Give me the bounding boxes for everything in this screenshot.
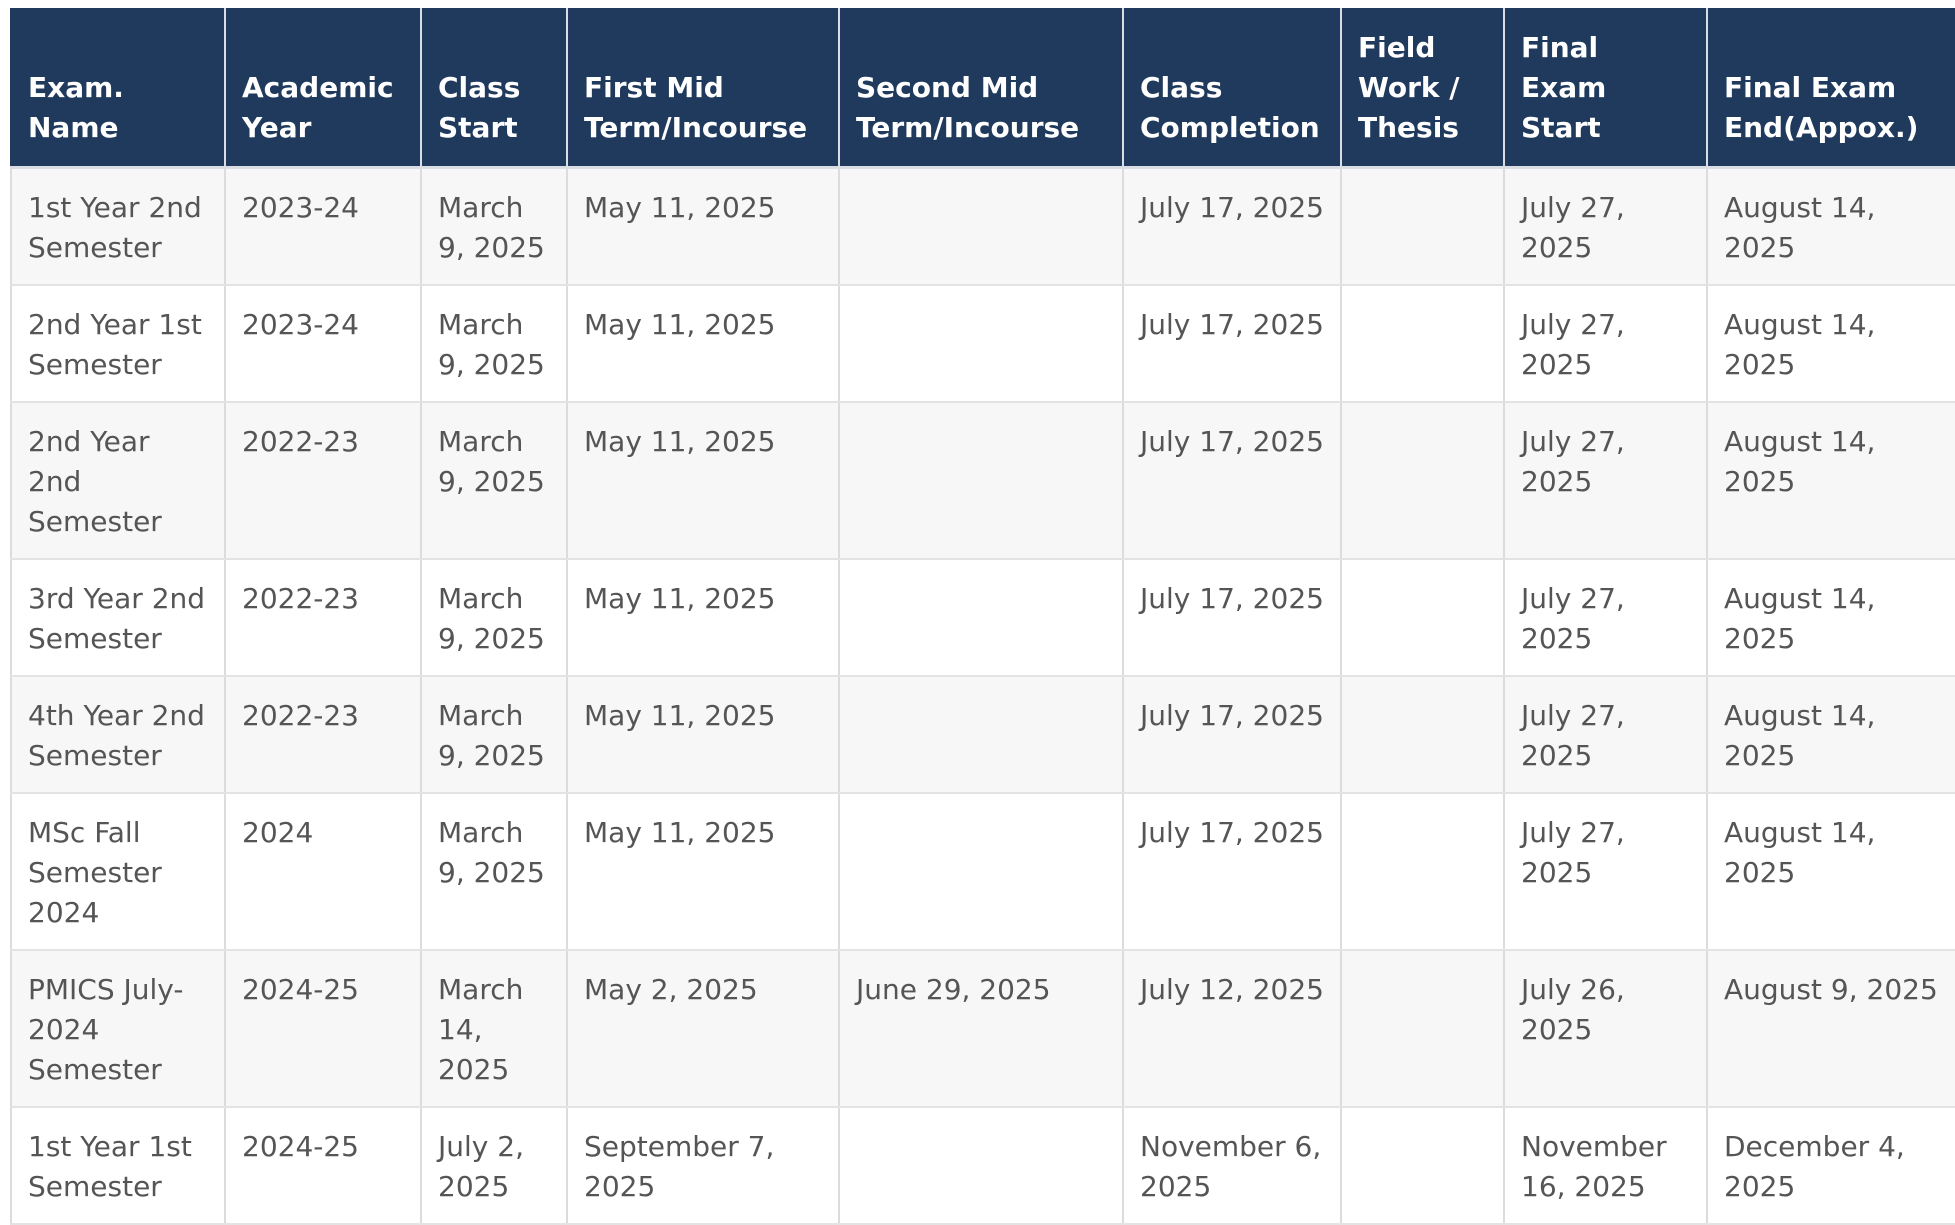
- cell-second-mid-term: [839, 793, 1123, 950]
- cell-final-exam-start: July 27, 2025: [1504, 559, 1707, 676]
- cell-final-exam-start: July 27, 2025: [1504, 168, 1707, 286]
- cell-academic-year: 2024: [225, 793, 421, 950]
- table-row: [11, 168, 1955, 286]
- header-exam-name: Exam. Name: [11, 8, 225, 168]
- cell-class-completion: July 17, 2025: [1123, 676, 1341, 793]
- table-row: [11, 676, 1955, 793]
- cell-final-exam-end: August 14, 2025: [1707, 793, 1955, 950]
- cell-field-work-thesis: [1341, 168, 1504, 286]
- table-row: [11, 559, 1955, 676]
- cell-exam-name: 1st Year 1st Semester: [11, 1107, 225, 1224]
- header-second-mid-term: Second Mid Term/Incourse: [839, 8, 1123, 168]
- cell-class-start: March 9, 2025: [421, 793, 567, 950]
- cell-class-start: July 2, 2025: [421, 1107, 567, 1224]
- cell-final-exam-end: August 14, 2025: [1707, 559, 1955, 676]
- cell-first-mid-term: September 7, 2025: [567, 1107, 839, 1224]
- cell-class-start: March 9, 2025: [421, 402, 567, 559]
- cell-final-exam-end: August 14, 2025: [1707, 676, 1955, 793]
- cell-final-exam-end: August 14, 2025: [1707, 285, 1955, 402]
- cell-final-exam-end: August 14, 2025: [1707, 402, 1955, 559]
- cell-class-completion: July 17, 2025: [1123, 285, 1341, 402]
- cell-class-completion: July 17, 2025: [1123, 168, 1341, 286]
- cell-exam-name: 2nd Year 1st Semester: [11, 285, 225, 402]
- header-class-completion: Class Completion: [1123, 8, 1341, 168]
- cell-exam-name: 3rd Year 2nd Semester: [11, 559, 225, 676]
- cell-first-mid-term: May 11, 2025: [567, 559, 839, 676]
- cell-class-start: March 9, 2025: [421, 285, 567, 402]
- cell-exam-name: 2nd Year 2nd Semester: [11, 402, 225, 559]
- cell-second-mid-term: [839, 402, 1123, 559]
- cell-exam-name: PMICS July-2024 Semester: [11, 950, 225, 1107]
- header-final-exam-end: Final Exam End(Appox.): [1707, 8, 1955, 168]
- cell-final-exam-start: July 26, 2025: [1504, 950, 1707, 1107]
- cell-class-start: March 9, 2025: [421, 676, 567, 793]
- cell-final-exam-start: July 27, 2025: [1504, 793, 1707, 950]
- cell-second-mid-term: [839, 1107, 1123, 1224]
- cell-first-mid-term: May 11, 2025: [567, 168, 839, 286]
- cell-academic-year: 2024-25: [225, 1107, 421, 1224]
- cell-field-work-thesis: [1341, 676, 1504, 793]
- cell-field-work-thesis: [1341, 559, 1504, 676]
- cell-final-exam-end: August 14, 2025: [1707, 168, 1955, 286]
- table-row: [11, 793, 1955, 950]
- cell-final-exam-start: July 27, 2025: [1504, 676, 1707, 793]
- cell-exam-name: MSc Fall Semester 2024: [11, 793, 225, 950]
- cell-class-start: March 9, 2025: [421, 168, 567, 286]
- cell-field-work-thesis: [1341, 1107, 1504, 1224]
- table-header-row: [11, 8, 1955, 168]
- cell-second-mid-term: June 29, 2025: [839, 950, 1123, 1107]
- table-row: [11, 285, 1955, 402]
- cell-final-exam-start: July 27, 2025: [1504, 402, 1707, 559]
- exam-schedule-table: [10, 8, 1955, 1225]
- cell-exam-name: 4th Year 2nd Semester: [11, 676, 225, 793]
- cell-class-completion: July 17, 2025: [1123, 402, 1341, 559]
- header-field-work-thesis: Field Work / Thesis: [1341, 8, 1504, 168]
- header-class-start: Class Start: [421, 8, 567, 168]
- cell-first-mid-term: May 11, 2025: [567, 676, 839, 793]
- table-row: [11, 950, 1955, 1107]
- cell-field-work-thesis: [1341, 285, 1504, 402]
- cell-academic-year: 2022-23: [225, 559, 421, 676]
- cell-exam-name: 1st Year 2nd Semester: [11, 168, 225, 286]
- cell-class-completion: November 6, 2025: [1123, 1107, 1341, 1224]
- cell-second-mid-term: [839, 285, 1123, 402]
- cell-first-mid-term: May 11, 2025: [567, 285, 839, 402]
- cell-academic-year: 2023-24: [225, 168, 421, 286]
- table-row: [11, 402, 1955, 559]
- cell-second-mid-term: [839, 168, 1123, 286]
- cell-academic-year: 2024-25: [225, 950, 421, 1107]
- cell-field-work-thesis: [1341, 793, 1504, 950]
- header-first-mid-term: First Mid Term/Incourse: [567, 8, 839, 168]
- cell-first-mid-term: May 2, 2025: [567, 950, 839, 1107]
- cell-field-work-thesis: [1341, 402, 1504, 559]
- cell-first-mid-term: May 11, 2025: [567, 402, 839, 559]
- cell-academic-year: 2022-23: [225, 402, 421, 559]
- cell-final-exam-end: August 9, 2025: [1707, 950, 1955, 1107]
- header-final-exam-start: Final Exam Start: [1504, 8, 1707, 168]
- cell-class-completion: July 12, 2025: [1123, 950, 1341, 1107]
- cell-second-mid-term: [839, 559, 1123, 676]
- header-academic-year: Academic Year: [225, 8, 421, 168]
- cell-class-completion: July 17, 2025: [1123, 559, 1341, 676]
- cell-class-start: March 14, 2025: [421, 950, 567, 1107]
- cell-second-mid-term: [839, 676, 1123, 793]
- cell-final-exam-start: November 16, 2025: [1504, 1107, 1707, 1224]
- cell-class-start: March 9, 2025: [421, 559, 567, 676]
- cell-academic-year: 2023-24: [225, 285, 421, 402]
- cell-academic-year: 2022-23: [225, 676, 421, 793]
- cell-class-completion: July 17, 2025: [1123, 793, 1341, 950]
- table-row: [11, 1107, 1955, 1224]
- cell-final-exam-start: July 27, 2025: [1504, 285, 1707, 402]
- cell-field-work-thesis: [1341, 950, 1504, 1107]
- cell-first-mid-term: May 11, 2025: [567, 793, 839, 950]
- cell-final-exam-end: December 4, 2025: [1707, 1107, 1955, 1224]
- schedule-table-container: [10, 8, 1955, 1225]
